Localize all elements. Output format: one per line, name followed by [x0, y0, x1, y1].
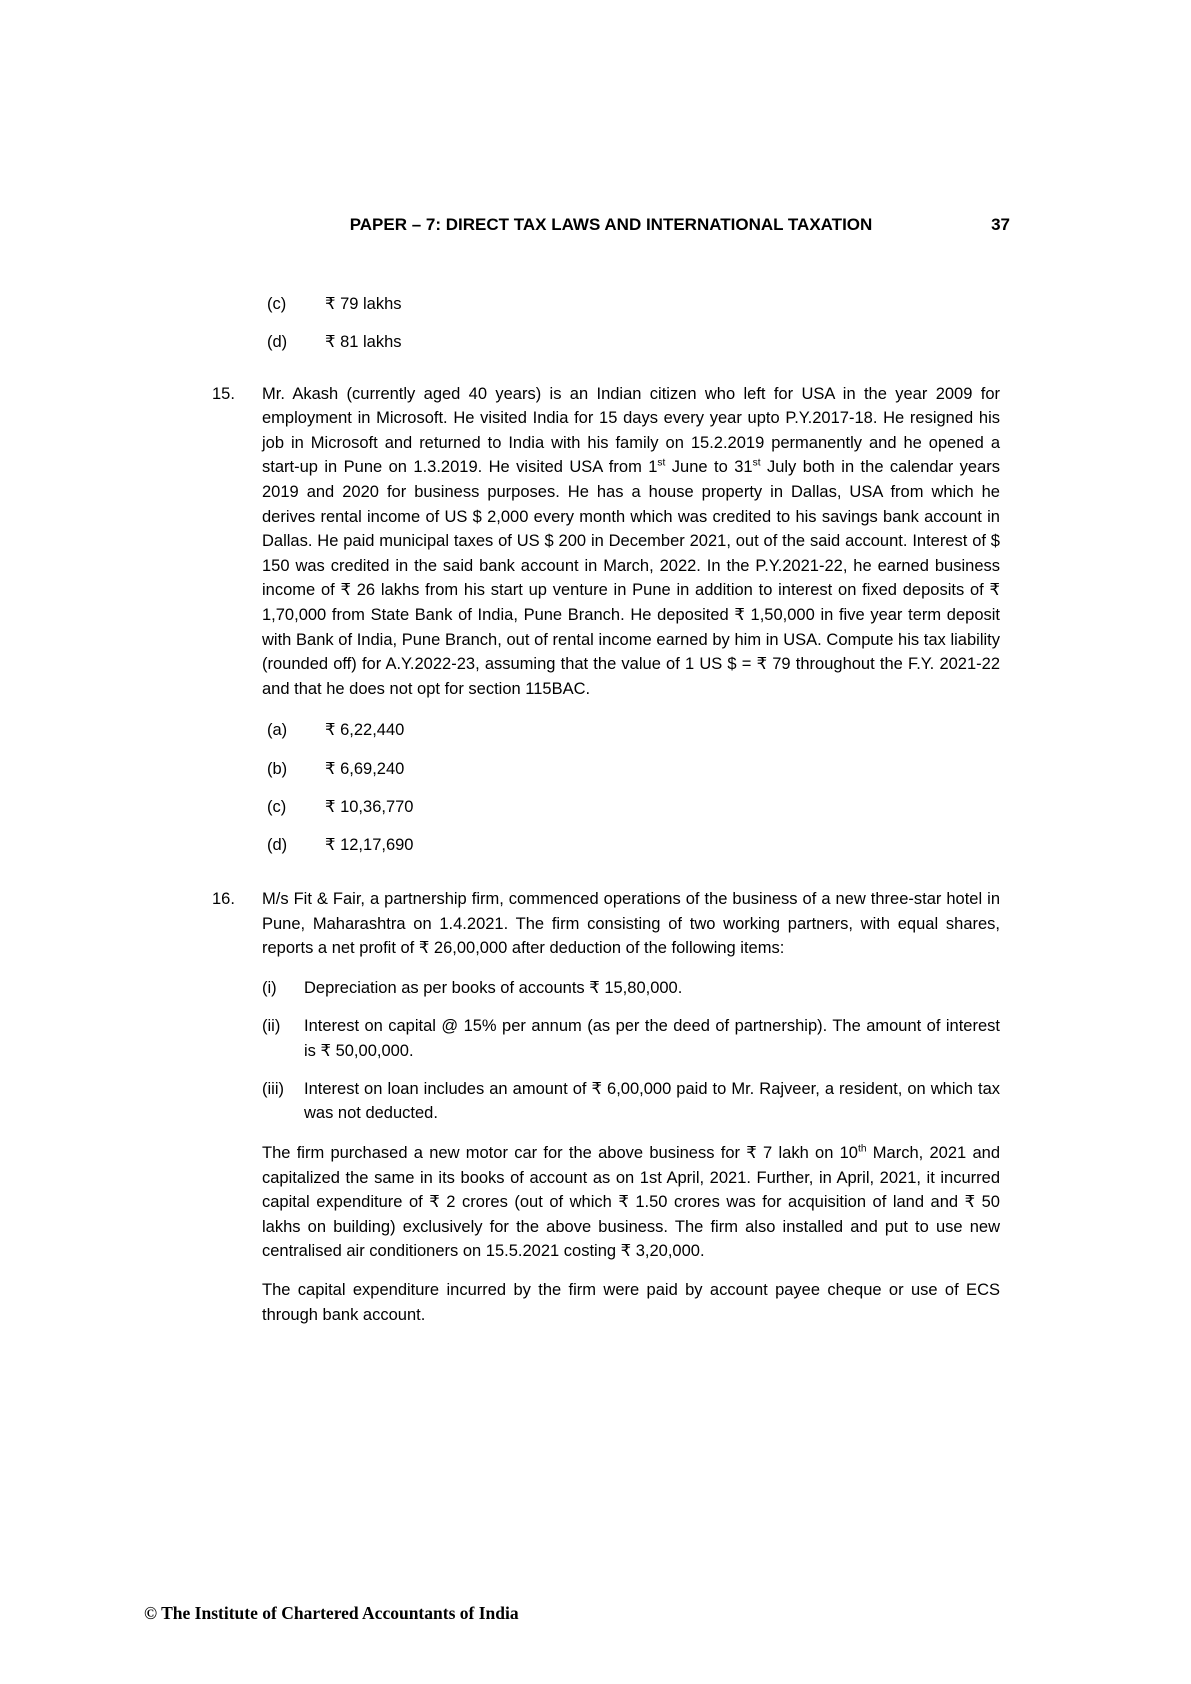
- question-text: M/s Fit & Fair, a partnership firm, commenced operations of the business of a new three-star hotel in Pune, Maharashtra on 1.4.2021. The firm consisting of two working partners, with equal shares, reports a net profit of ₹ 26,00,000 after deduction of the following items:: [262, 890, 1000, 958]
- question-15-option-list: [262, 718, 1000, 857]
- sub-item-iii: [262, 1077, 1000, 1126]
- sub-item-text: Interest on loan includes an amount of ₹ 6,00,000 paid to Mr. Rajveer, a resident, on which tax was not deducted.: [304, 1079, 1000, 1123]
- option-value: ₹ 81 lakhs: [325, 333, 402, 352]
- question-15: [212, 382, 1010, 858]
- option-value: ₹ 6,22,440: [325, 721, 405, 740]
- copyright-notice: © The Institute of Chartered Accountants of India: [144, 1603, 519, 1623]
- option-value: ₹ 12,17,690: [325, 835, 414, 854]
- sub-item-text: Depreciation as per books of accounts ₹ 15,80,000.: [304, 979, 683, 998]
- sub-item-text: Interest on capital @ 15% per annum (as per the deed of partnership). The amount of interest is ₹ 50,00,000.: [304, 1017, 1000, 1060]
- option-row-c: [267, 795, 1000, 820]
- question-16-sub-item-list: [262, 976, 1000, 1126]
- option-label: (d): [267, 333, 288, 352]
- option-label: (a): [267, 721, 288, 740]
- page-header: [212, 212, 1010, 237]
- sub-item-ii: [262, 1014, 1000, 1063]
- sub-item-label: (iii): [262, 1079, 284, 1098]
- option-label: (c): [267, 797, 287, 816]
- option-label: (b): [267, 759, 288, 778]
- sub-item-label: (i): [262, 979, 277, 998]
- option-row-b: [267, 757, 1000, 782]
- option-label: (d): [267, 835, 288, 854]
- option-value: ₹ 6,69,240: [325, 759, 405, 778]
- option-label: (c): [267, 295, 287, 313]
- question-text: Mr. Akash (currently aged 40 years) is an Indian citizen who left for USA in the year 2009 for employment in Microsoft. He visited India for 15 days every year upto P.Y.2017-18. He resigned his job in Microsoft and returned to India with his family on 15.2.2019 permanently and he opened a start-up in Pune on 1.3.2019. He visited USA from 1st June to 31st July both in the calendar years 2019 and 2020 for business purposes. He has a house property in Dallas, USA from which he derives rental income of US $ 2,000 every month which was credited to his savings bank account in Dallas. He paid municipal taxes of US $ 200 in December 2021, out of the said account. Interest of $ 150 was credited in the said bank account in March, 2022. In the P.Y.2021-22, he earned business income of ₹ 26 lakhs from his start up venture in Pune in addition to interest on fixed deposits of ₹ 1,70,000 from State Bank of India, Pune Branch. He deposited ₹ 1,50,000 in five year term deposit with Bank of India, Pune Branch, out of rental income earned by him in USA. Compute his tax liability (rounded off) for A.Y.2022-23, assuming that the value of 1 US $ = ₹ 79 throughout the F.Y. 2021-22 and that he does not opt for section 115BAC.: [262, 384, 1000, 698]
- option-row-d: [267, 833, 1000, 858]
- page-content: [212, 212, 1010, 1327]
- question-16-paragraph-2: The capital expenditure incurred by the firm were paid by account payee cheque or use of ECS through bank account.: [262, 1281, 1000, 1324]
- option-row-d: [267, 330, 1010, 355]
- option-row-a: [267, 718, 1000, 743]
- option-row-c: [267, 292, 1010, 317]
- option-value: ₹ 79 lakhs: [325, 295, 402, 313]
- question-body: [262, 887, 1000, 1327]
- sub-item-i: [262, 976, 1000, 1001]
- sub-item-label: (ii): [262, 1017, 281, 1036]
- question-number: 16.: [212, 890, 235, 909]
- carryover-option-list: [212, 292, 1010, 355]
- page-title: PAPER – 7: DIRECT TAX LAWS AND INTERNATIONAL TAXATION: [349, 215, 873, 234]
- question-body: [262, 382, 1000, 858]
- question-16: [212, 887, 1010, 1327]
- page-number: 37: [991, 215, 1010, 234]
- question-16-paragraph-1: The firm purchased a new motor car for the above business for ₹ 7 lakh on 10th March, 2021 and capitalized the same in its books of account as on 1st April, 2021. Further, in April, 2021, it incurred capital expenditure of ₹ 2 crores (out of which ₹ 1.50 crores was for acquisition of land and ₹ 50 lakhs on building) exclusively for the above business. The firm also installed and put to use new centralised air conditioners on 15.5.2021 costing ₹ 3,20,000.: [262, 1143, 1000, 1261]
- question-number: 15.: [212, 384, 235, 403]
- option-value: ₹ 10,36,770: [325, 797, 414, 816]
